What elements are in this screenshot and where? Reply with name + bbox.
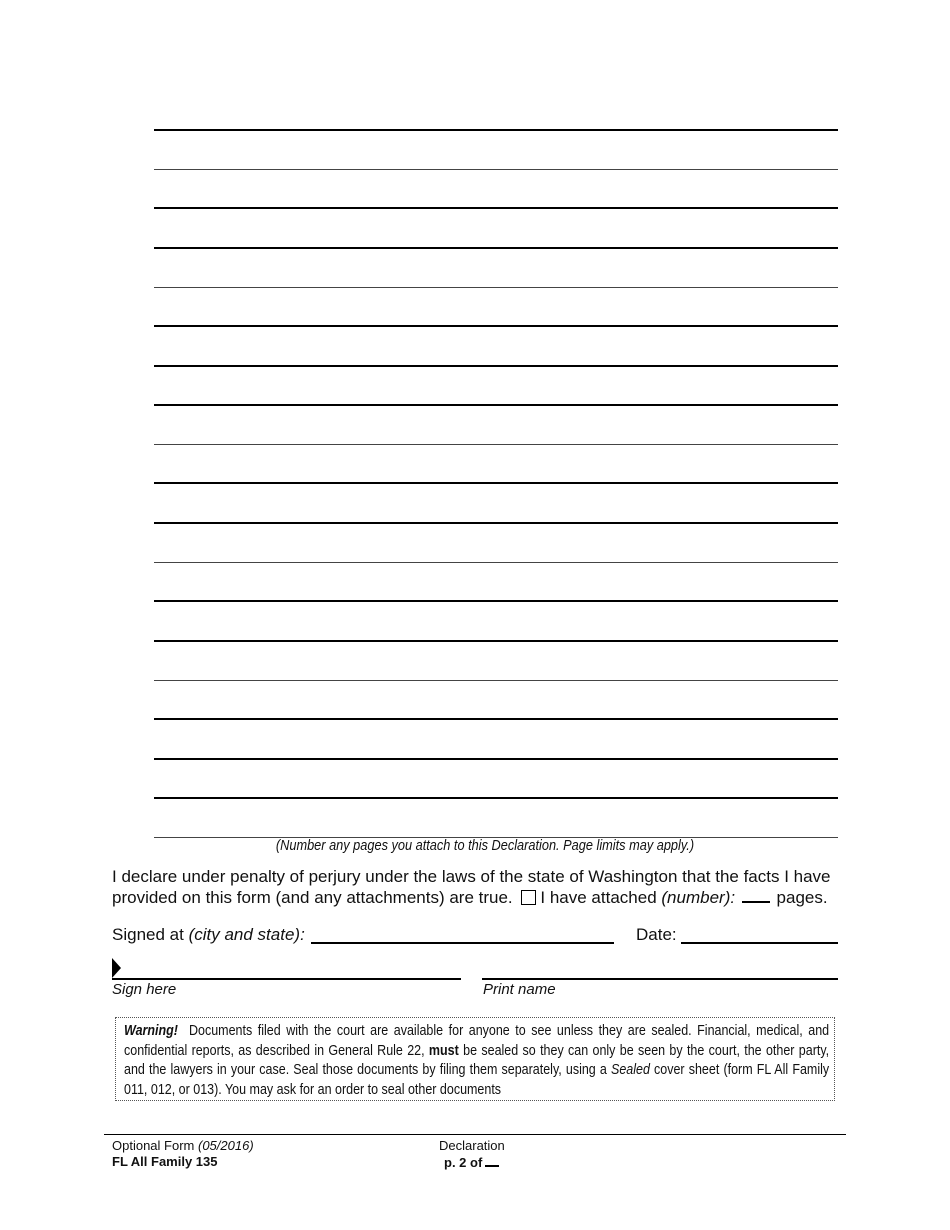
attached-prefix: I have attached (540, 888, 657, 907)
footer-form-info (112, 1138, 254, 1170)
warning-text-part: Documents filed with the court are available for anyone to see unless they are sealed. Financial, medical, and confidential reports, as described in General Rule 22, (124, 1023, 830, 1059)
attachment-note: (Number any pages you attach to this Declaration. Page limits may apply.) (275, 838, 695, 854)
attached-pages-count-field[interactable] (742, 887, 770, 903)
writing-line (154, 169, 838, 170)
writing-line (154, 680, 838, 681)
writing-line (154, 287, 838, 288)
footer-title: Declaration (439, 1138, 505, 1153)
perjury-declaration (112, 866, 852, 908)
signature-field[interactable] (112, 978, 461, 980)
ruled-writing-area[interactable] (154, 0, 838, 840)
writing-line (154, 600, 838, 602)
writing-line (154, 562, 838, 563)
writing-line (154, 758, 838, 760)
attached-number-hint: (number): (661, 888, 736, 907)
form-date: (05/2016) (198, 1138, 254, 1153)
writing-line (154, 207, 838, 209)
total-pages-field[interactable] (485, 1154, 499, 1167)
attached-pages-checkbox[interactable] (521, 890, 536, 905)
writing-line (154, 325, 838, 327)
warning-sealed: Sealed (610, 1062, 650, 1078)
writing-line (154, 522, 838, 524)
signed-at-text: Signed at (112, 925, 184, 944)
form-type: Optional Form (112, 1138, 195, 1153)
warning-text-part: be sealed so they can only be seen by the court, the other party, and the lawyers in your case. Seal those documents by filing them separately, using a (124, 1042, 830, 1078)
sign-here-label: Sign here (112, 981, 177, 998)
sealing-warning-box (115, 1017, 835, 1101)
form-id: FL All Family 135 (112, 1154, 218, 1169)
writing-line (154, 444, 838, 445)
attached-suffix: pages. (776, 888, 828, 907)
warning-must: must (428, 1042, 459, 1059)
sign-here-arrow-icon (112, 958, 121, 978)
writing-line (154, 247, 838, 249)
signed-at-label (112, 925, 305, 945)
date-label: Date: (636, 925, 677, 944)
warning-lead: Warning! (124, 1023, 178, 1039)
print-name-field[interactable] (482, 978, 838, 980)
writing-line (154, 640, 838, 642)
writing-line (154, 365, 838, 367)
print-name-label: Print name (483, 981, 556, 998)
warning-text-part: cover sheet (form FL All Family 011, 012, or 013). You may ask for an order to seal other documents (124, 1062, 830, 1098)
declaration-statement: I declare under penalty of perjury under the laws of the state of Washington that the facts I have provided on this form (and any attachments) are true. (112, 867, 831, 907)
writing-line (154, 129, 838, 131)
signed-at-field[interactable] (311, 942, 614, 944)
page-number-label: p. 2 of (444, 1155, 483, 1170)
signed-at-hint: (city and state): (188, 925, 305, 944)
footer-divider (104, 1134, 846, 1135)
writing-line (154, 482, 838, 484)
writing-line (154, 797, 838, 799)
writing-line (154, 718, 838, 720)
date-field[interactable] (681, 942, 838, 944)
warning-text (124, 1022, 829, 1100)
footer-page-info (439, 1138, 505, 1171)
writing-line (154, 404, 838, 406)
